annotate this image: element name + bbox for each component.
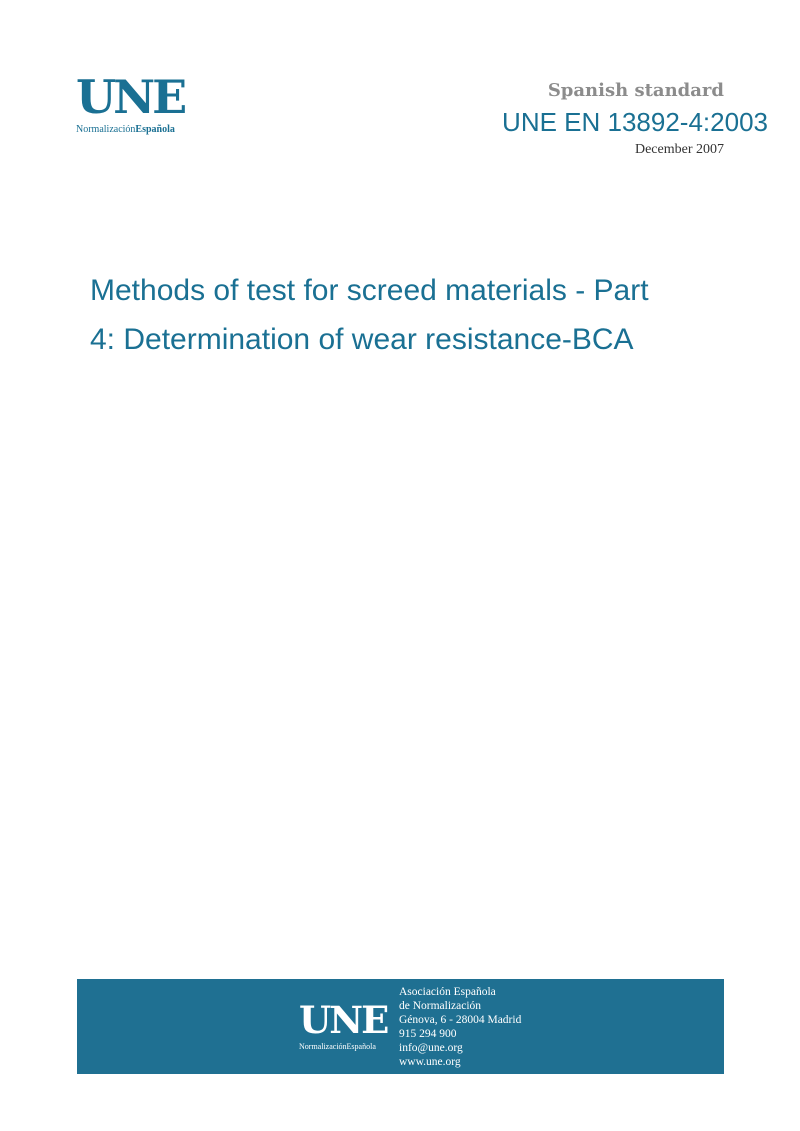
une-logo-tagline [76, 124, 196, 135]
footer-website-link[interactable]: www.une.org [399, 1056, 461, 1068]
standard-header [502, 78, 768, 160]
standard-type-label: Spanish standard [547, 80, 724, 101]
footer-band [77, 979, 724, 1074]
footer-contact-info [399, 985, 521, 1069]
footer-org-name-2: de Normalización [399, 1000, 482, 1012]
footer-logo-mark: UNE [299, 998, 388, 1042]
footer-une-logo [299, 998, 389, 1051]
footer-logo-tagline [299, 1042, 389, 1051]
footer-tagline-normalizacion: Normalización [299, 1042, 347, 1051]
standard-code: UNE EN 13892-4:2003 [502, 107, 768, 137]
footer-email-link[interactable]: info@une.org [399, 1042, 463, 1054]
footer-tagline-espanola: Española [346, 1042, 376, 1051]
document-title-line-2: 4: Determination of wear resistance-BCA [90, 323, 634, 356]
footer-org-name-1: Asociación Española [399, 986, 496, 998]
tagline-espanola: Española [135, 124, 175, 135]
footer-address: Génova, 6 - 28004 Madrid [399, 1014, 522, 1026]
standard-date: December 2007 [634, 142, 724, 157]
document-title [90, 266, 730, 364]
tagline-normalizacion: Normalización [76, 124, 136, 135]
une-logo [76, 70, 196, 135]
une-logo-mark: UNE [76, 70, 185, 124]
document-title-line-1: Methods of test for screed materials - Part [90, 274, 649, 307]
footer-phone: 915 294 900 [399, 1028, 457, 1040]
